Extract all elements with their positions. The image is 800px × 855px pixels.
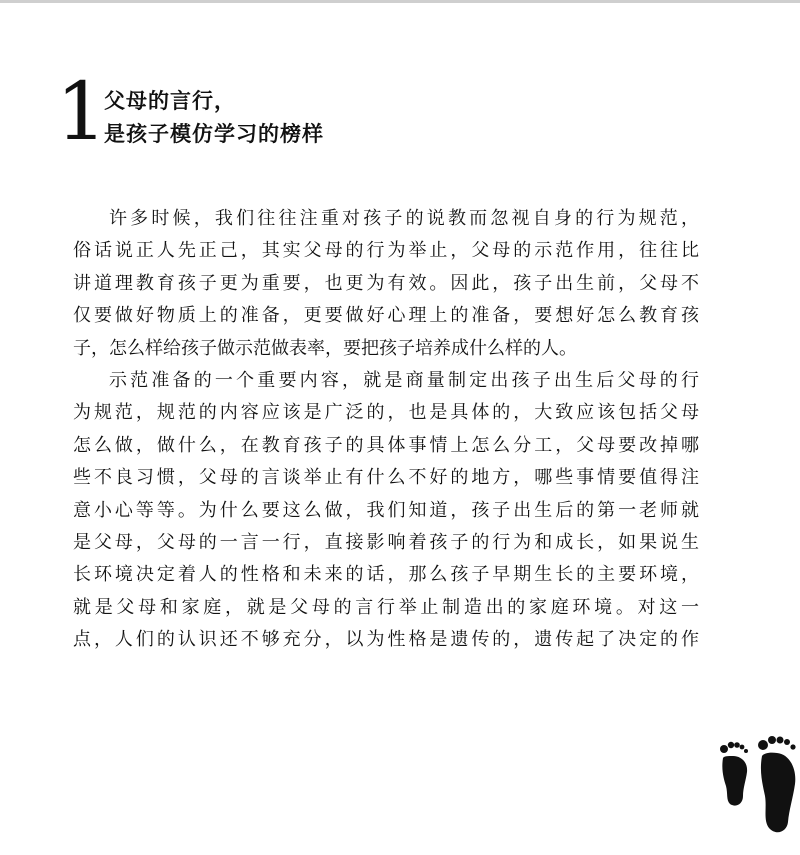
text-line: 仅要做好物质上的准备，更要做好心理上的准备，要想好怎么教育孩 [73,305,699,327]
toe [720,745,728,753]
sole [761,753,795,833]
toe [784,739,790,745]
text-line: 讲道理教育孩子更为重要，也更为有效。因此，孩子出生前，父母不 [73,272,699,294]
toe [768,736,776,744]
chapter-title [104,85,324,151]
body-text [73,203,699,657]
toe [790,744,795,749]
text-line: 是父母，父母的一言一行，直接影响着孩子的行为和成长，如果说生 [73,532,699,554]
text-line: 点，人们的认识还不够充分，以为性格是遗传的，遗传起了决定的作 [73,629,699,651]
chapter-title-line: 是孩子模仿学习的榜样 [104,122,324,146]
chapter-number: 1 [56,65,107,158]
toe [744,749,748,753]
chapter-title-line: 父母的言行， [104,89,236,113]
large-footprint [758,736,796,832]
text-line: 示范准备的一个重要内容，就是商量制定出孩子出生后父母的行 [109,370,699,392]
text-line: 就是父母和家庭，就是父母的言行举止制造出的家庭环境。对这一 [73,596,699,618]
toe [777,737,784,744]
footprints-icon [715,728,800,838]
toe [734,742,740,748]
paragraph [73,203,699,365]
text-line: 俗话说正人先正己，其实父母的行为举止，父母的示范作用，往往比 [73,240,699,262]
text-line: 怎么做，做什么，在教育孩子的具体事情上怎么分工，父母要改掉哪 [73,434,699,456]
toe [728,742,734,748]
text-line: 为规范，规范的内容应该是广泛的，也是具体的，大致应该包括父母 [73,402,699,424]
text-line: 些不良习惯，父母的言谈举止有什么不好的地方，哪些事情要值得注 [73,467,699,489]
toe [740,745,745,750]
top-rule [0,0,800,3]
text-line: 意小心等等。为什么要这么做，我们知道，孩子出生后的第一老师就 [73,499,699,521]
text-line: 长环境决定着人的性格和未来的话，那么孩子早期生长的主要环境， [73,564,699,586]
text-line: 许多时候，我们往往注重对孩子的说教而忽视自身的行为规范， [109,208,699,229]
small-footprint [720,742,748,806]
paragraph [73,365,699,657]
sole [722,756,747,806]
text-line: 子，怎么样给孩子做示范做表率，要把孩子培养成什么样的人。 [73,337,577,359]
toe [758,740,768,750]
